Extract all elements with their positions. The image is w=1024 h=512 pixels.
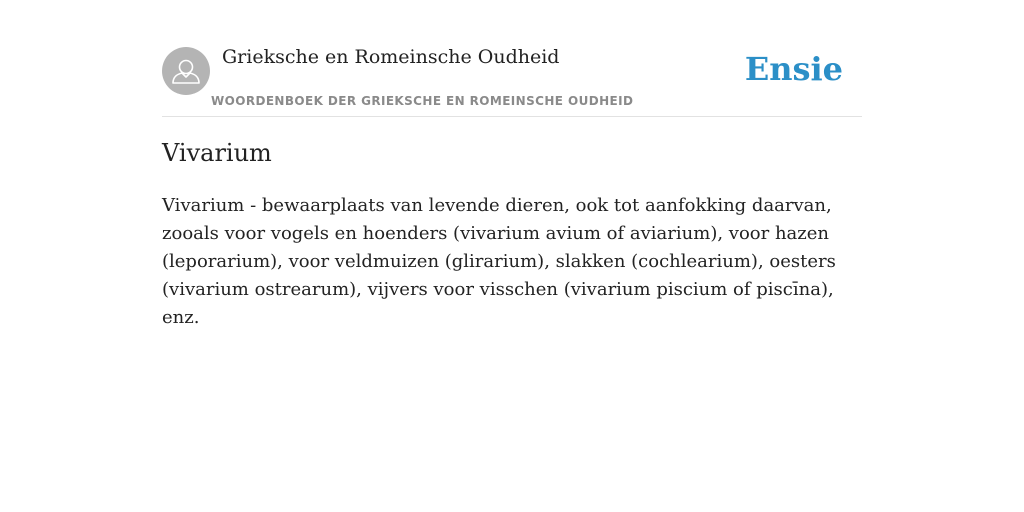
user-icon xyxy=(162,47,210,95)
source-subtitle: WOORDENBOEK DER GRIEKSCHE EN ROMEINSCHE OUDHEID xyxy=(211,94,634,108)
entry-title: Vivarium xyxy=(162,139,272,167)
ensie-logo[interactable]: Ensie xyxy=(744,50,843,88)
entry-definition: Vivarium - bewaarplaats van levende dieren, ook tot aanfokking daarvan, zooals voor vogels en hoenders (vivarium avium of aviarium), voor hazen (leporarium), voor veldmuizen (glirarium), slakken (cochlearium), oesters (vivarium ostrearum), vijvers voor visschen (vivarium piscium of piscīna), enz. xyxy=(162,195,836,328)
avatar[interactable] xyxy=(162,47,210,95)
header xyxy=(162,40,862,117)
source-title[interactable]: Grieksche en Romeinsche Oudheid xyxy=(222,46,560,68)
